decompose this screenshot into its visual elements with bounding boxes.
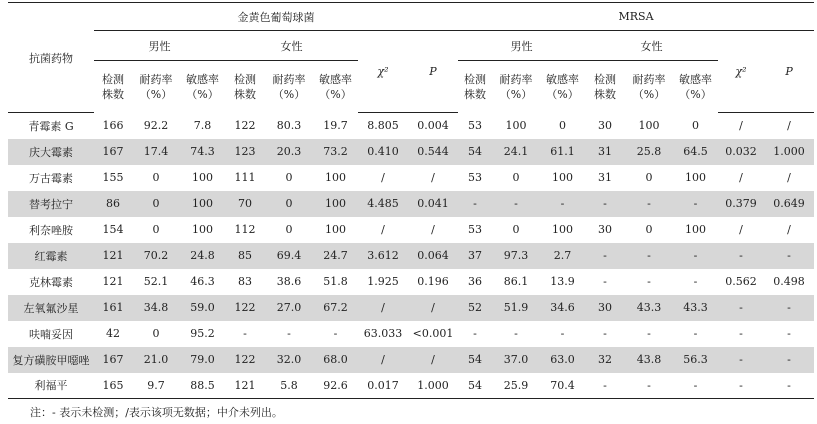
value-cell-mr-m-n: -: [473, 327, 477, 340]
value-cell-sa-m-n: 154: [102, 223, 124, 236]
value-cell-sa-m-r: 17.4: [132, 139, 180, 165]
value-cell-mr-f-r: -: [625, 191, 673, 217]
value-cell-mr-chi: 0.032: [718, 139, 764, 165]
value-cell-mr-p: -: [764, 243, 814, 269]
value-cell-mr-m-s: 63.0: [540, 347, 585, 373]
value-cell-mr-f-r: -: [647, 378, 651, 392]
subheader-line1: 检测: [102, 72, 124, 86]
header-drug: 抗菌药物: [8, 3, 94, 113]
table-row: [8, 269, 814, 295]
subheader-mrsa-female-sens: [673, 61, 718, 113]
value-cell-sa-p: 0.004: [417, 119, 449, 133]
header-group-mrsa: MRSA: [618, 10, 654, 23]
table-row: [8, 321, 814, 347]
value-cell-sa-chi: /: [358, 295, 408, 321]
value-cell-sa-p: 0.196: [417, 275, 449, 288]
value-cell-mr-f-r: -: [647, 275, 651, 288]
value-cell-mr-p: -: [787, 378, 791, 392]
header-sa-male: 男性: [94, 31, 225, 61]
subheader-line1: 耐药率: [139, 72, 173, 86]
value-cell-mr-chi: /: [739, 223, 743, 236]
value-cell-sa-m-n: 121: [102, 275, 124, 288]
value-cell-mr-f-n: 30: [585, 295, 625, 321]
subheader-line2: （%）: [679, 87, 712, 101]
value-cell-mr-f-s: 64.5: [673, 139, 718, 165]
table-row: [8, 373, 814, 399]
value-cell-sa-f-r: 32.0: [265, 347, 313, 373]
value-cell-sa-m-n: 86: [94, 191, 132, 217]
value-cell-mr-m-r: 37.0: [492, 347, 540, 373]
value-cell-mr-f-n: 31: [598, 171, 612, 184]
value-cell-mr-m-n: 54: [468, 378, 482, 392]
value-cell-mr-f-s: -: [673, 191, 718, 217]
value-cell-mr-f-r: 25.8: [625, 139, 673, 165]
value-cell-sa-f-r: 5.8: [280, 378, 298, 392]
table-row: [8, 191, 814, 217]
value-cell-mr-m-r: 100: [505, 119, 527, 132]
table-row: [8, 243, 814, 269]
value-cell-mr-f-n: -: [585, 191, 625, 217]
value-cell-sa-f-r: 38.6: [276, 275, 302, 288]
value-cell-sa-f-r: 0: [285, 171, 293, 184]
drug-name-cell: 万古霉素: [29, 171, 73, 185]
value-cell-mr-f-n: 30: [598, 119, 612, 132]
value-cell-sa-f-n: 70: [225, 191, 265, 217]
value-cell-mr-chi: -: [718, 347, 764, 373]
value-cell-mr-m-r: 97.3: [492, 243, 540, 269]
value-cell-sa-chi: 63.033: [363, 327, 403, 340]
value-cell-sa-m-s: 7.8: [193, 119, 212, 132]
value-cell-sa-f-s: 100: [325, 223, 346, 236]
value-cell-mr-f-s: -: [693, 378, 698, 392]
value-cell-mr-f-s: -: [693, 327, 698, 340]
value-cell-sa-f-n: 111: [234, 171, 256, 184]
value-cell-sa-chi: 4.485: [358, 191, 408, 217]
value-cell-sa-m-r: 92.2: [143, 119, 169, 132]
table-row: [8, 139, 814, 165]
value-cell-sa-chi: /: [381, 171, 385, 184]
subheader-mrsa-female-count: [585, 61, 625, 113]
value-cell-mr-m-r: 0: [512, 171, 520, 184]
value-cell-mr-chi: /: [739, 171, 743, 184]
value-cell-mr-m-r: 86.1: [503, 275, 529, 288]
value-cell-mr-chi: -: [718, 243, 764, 269]
subheader-mrsa-male-count: [458, 61, 492, 113]
value-cell-mr-f-n: -: [603, 378, 607, 392]
value-cell-mr-f-s: -: [673, 243, 718, 269]
value-cell-mr-f-s: 0: [692, 119, 699, 132]
value-cell-mr-f-r: 0: [645, 223, 653, 236]
subheader-line1: 检测: [594, 72, 616, 86]
drug-name-cell: 红霉素: [8, 243, 94, 269]
drug-name-cell: 利奈唑胺: [29, 223, 73, 237]
value-cell-mr-m-r: 24.1: [492, 139, 540, 165]
value-cell-sa-f-s: 73.2: [313, 139, 358, 165]
table-body: [8, 113, 814, 399]
value-cell-mr-m-r: 0: [512, 223, 520, 236]
value-cell-sa-f-s: 92.6: [323, 378, 348, 392]
subheader-mrsa-female-resist: [625, 61, 673, 113]
value-cell-mr-f-r: -: [625, 243, 673, 269]
value-cell-sa-chi: 1.925: [367, 275, 399, 288]
value-cell-mr-m-n: 54: [458, 347, 492, 373]
drug-name-cell: 复方磺胺甲噁唑: [8, 347, 94, 373]
value-cell-mr-chi: 0.379: [718, 191, 764, 217]
value-cell-mr-f-n: 31: [585, 139, 625, 165]
value-cell-sa-m-r: 0: [152, 327, 160, 340]
value-cell-sa-p: 0.041: [408, 191, 458, 217]
value-cell-mr-chi: -: [739, 378, 743, 392]
value-cell-sa-f-n: -: [243, 327, 247, 340]
value-cell-mr-f-n: 32: [585, 347, 625, 373]
value-cell-mr-p: /: [787, 223, 791, 236]
value-cell-sa-f-n: 122: [225, 347, 265, 373]
value-cell-mr-f-r: 43.8: [625, 347, 673, 373]
header-mrsa-female: 女性: [585, 31, 718, 61]
value-cell-sa-m-r: 0: [152, 171, 160, 184]
value-cell-mr-m-n: 53: [468, 223, 482, 236]
value-cell-mr-m-r: -: [514, 327, 518, 340]
subheader-line1: 耐药率: [499, 72, 533, 86]
value-cell-mr-chi: /: [739, 119, 743, 133]
value-cell-mr-m-n: 53: [468, 171, 482, 184]
header-sa-p: P: [408, 31, 458, 113]
value-cell-mr-m-r: 25.9: [503, 378, 529, 392]
value-cell-mr-f-s: 100: [685, 171, 706, 184]
subheader-line1: 耐药率: [632, 72, 666, 86]
value-cell-sa-f-s: 100: [325, 171, 346, 184]
value-cell-sa-m-s: 100: [192, 223, 213, 236]
value-cell-mr-m-n: 36: [468, 275, 482, 288]
value-cell-sa-m-n: 165: [102, 378, 124, 392]
value-cell-sa-f-r: 20.3: [265, 139, 313, 165]
value-cell-mr-m-n: -: [458, 191, 492, 217]
value-cell-sa-chi: 3.612: [358, 243, 408, 269]
value-cell-mr-p: -: [764, 295, 814, 321]
value-cell-mr-f-r: 43.3: [625, 295, 673, 321]
value-cell-sa-m-n: 155: [102, 171, 124, 184]
subheader-line2: 株数: [464, 87, 486, 101]
value-cell-mr-p: 0.498: [773, 275, 805, 288]
subheader-line2: （%）: [499, 87, 533, 101]
value-cell-sa-m-r: 0: [132, 191, 180, 217]
value-cell-mr-f-n: -: [603, 275, 607, 288]
value-cell-mr-m-s: 100: [552, 171, 573, 184]
value-cell-mr-m-s: 34.6: [540, 295, 585, 321]
drug-name-cell: 克林霉素: [29, 275, 73, 289]
value-cell-mr-p: -: [764, 347, 814, 373]
subheader-line2: 株数: [234, 87, 256, 101]
value-cell-mr-chi: -: [739, 327, 743, 340]
value-cell-sa-m-n: 161: [94, 295, 132, 321]
value-cell-sa-f-n: 122: [225, 295, 265, 321]
table-header: [8, 3, 814, 113]
subheader-line2: 株数: [102, 87, 124, 101]
value-cell-sa-m-r: 70.2: [132, 243, 180, 269]
value-cell-mr-m-n: 53: [468, 119, 482, 132]
value-cell-mr-p: -: [787, 327, 791, 340]
value-cell-sa-p: 0.544: [408, 139, 458, 165]
value-cell-sa-f-n: 85: [225, 243, 265, 269]
value-cell-sa-m-s: 74.3: [180, 139, 225, 165]
value-cell-sa-p: <0.001: [412, 327, 454, 340]
value-cell-sa-f-s: -: [333, 327, 338, 340]
value-cell-mr-m-s: 61.1: [540, 139, 585, 165]
value-cell-sa-m-r: 9.7: [147, 378, 165, 392]
subheader-line1: 检测: [234, 72, 256, 86]
header-group-sa: 金黄色葡萄球菌: [237, 10, 315, 24]
header-sa-chi: χ²: [358, 31, 408, 113]
value-cell-sa-m-n: 167: [94, 139, 132, 165]
value-cell-sa-f-r: 80.3: [276, 119, 302, 132]
value-cell-sa-p: /: [408, 347, 458, 373]
value-cell-mr-f-r: 100: [638, 119, 660, 132]
value-cell-mr-p: 0.649: [764, 191, 814, 217]
value-cell-mr-f-n: 30: [598, 223, 612, 236]
header-sa-female: 女性: [225, 31, 358, 61]
value-cell-sa-p: /: [431, 171, 435, 184]
value-cell-mr-chi: -: [718, 295, 764, 321]
subheader-sa-male-sens: [180, 61, 225, 113]
value-cell-sa-f-n: 112: [234, 223, 256, 236]
subheader-mrsa-male-resist: [492, 61, 540, 113]
value-cell-sa-chi: 0.017: [367, 378, 399, 392]
table-row: [8, 113, 814, 139]
value-cell-sa-p: /: [431, 223, 435, 236]
value-cell-sa-f-r: 69.4: [265, 243, 313, 269]
table-row: [8, 347, 814, 373]
antibiotic-resistance-table: [8, 2, 814, 399]
value-cell-sa-m-r: 0: [152, 223, 160, 236]
value-cell-sa-chi: 0.410: [358, 139, 408, 165]
subheader-line2: （%）: [186, 87, 219, 101]
value-cell-sa-p: 0.064: [408, 243, 458, 269]
value-cell-sa-m-s: 88.5: [190, 378, 215, 392]
subheader-line1: 敏感率: [679, 72, 712, 86]
value-cell-sa-f-n: 122: [234, 119, 256, 132]
value-cell-mr-m-s: 2.7: [540, 243, 585, 269]
value-cell-sa-chi: /: [358, 347, 408, 373]
value-cell-sa-p: /: [408, 295, 458, 321]
value-cell-mr-p: /: [787, 171, 791, 184]
subheader-line1: 耐药率: [272, 72, 306, 86]
value-cell-sa-m-s: 100: [180, 191, 225, 217]
subheader-line2: （%）: [272, 87, 306, 101]
table-row: [8, 217, 814, 243]
subheader-sa-female-resist: [265, 61, 313, 113]
value-cell-mr-f-n: -: [585, 243, 625, 269]
value-cell-mr-f-r: -: [647, 327, 651, 340]
value-cell-sa-m-s: 79.0: [180, 347, 225, 373]
value-cell-sa-chi: 8.805: [367, 119, 399, 133]
value-cell-sa-f-r: 0: [285, 223, 293, 236]
value-cell-sa-p: 1.000: [417, 378, 449, 392]
value-cell-sa-m-n: 166: [102, 119, 124, 132]
table-footnote: 注：- 表示未检测；/表示该项无数据；中介未列出。: [30, 406, 283, 419]
value-cell-sa-m-r: 52.1: [143, 275, 169, 288]
value-cell-mr-f-s: 43.3: [673, 295, 718, 321]
value-cell-sa-f-n: 83: [238, 275, 252, 288]
value-cell-sa-m-s: 59.0: [180, 295, 225, 321]
value-cell-mr-m-s: -: [540, 191, 585, 217]
subheader-line2: （%）: [632, 87, 666, 101]
value-cell-sa-f-s: 68.0: [313, 347, 358, 373]
subheader-sa-male-resist: [132, 61, 180, 113]
subheader-line2: 株数: [594, 87, 616, 101]
value-cell-mr-m-n: 37: [458, 243, 492, 269]
value-cell-mr-f-n: -: [603, 327, 607, 340]
value-cell-mr-p: /: [787, 119, 791, 133]
value-cell-mr-m-s: 13.9: [550, 275, 575, 288]
subheader-sa-female-count: [225, 61, 265, 113]
value-cell-sa-m-s: 100: [192, 171, 213, 184]
subheader-sa-male-count: [94, 61, 132, 113]
value-cell-sa-f-s: 67.2: [313, 295, 358, 321]
drug-name-cell: 青霉素 G: [28, 119, 74, 133]
value-cell-mr-f-s: -: [693, 275, 698, 288]
value-cell-sa-chi: /: [381, 223, 385, 236]
value-cell-sa-f-s: 51.8: [323, 275, 348, 288]
value-cell-sa-m-s: 24.8: [180, 243, 225, 269]
value-cell-mr-m-s: 70.4: [550, 378, 575, 392]
subheader-line1: 检测: [464, 72, 486, 86]
value-cell-mr-m-r: 51.9: [492, 295, 540, 321]
subheader-mrsa-male-sens: [540, 61, 585, 113]
value-cell-mr-m-s: 0: [559, 119, 566, 132]
subheader-line2: （%）: [139, 87, 173, 101]
subheader-line2: （%）: [319, 87, 352, 101]
value-cell-sa-f-s: 100: [313, 191, 358, 217]
subheader-line1: 敏感率: [186, 72, 219, 86]
value-cell-sa-f-r: 0: [265, 191, 313, 217]
header-mrsa-chi: χ²: [718, 31, 764, 113]
value-cell-mr-m-r: -: [492, 191, 540, 217]
drug-name-cell: 左氧氟沙星: [8, 295, 94, 321]
value-cell-sa-f-s: 24.7: [313, 243, 358, 269]
value-cell-sa-m-n: 167: [94, 347, 132, 373]
value-cell-mr-m-n: 52: [458, 295, 492, 321]
value-cell-sa-f-n: 123: [225, 139, 265, 165]
value-cell-sa-m-n: 42: [106, 327, 120, 340]
value-cell-mr-f-s: 56.3: [673, 347, 718, 373]
value-cell-sa-f-s: 19.7: [323, 119, 348, 132]
subheader-line1: 敏感率: [319, 72, 352, 86]
drug-name-cell: 庆大霉素: [8, 139, 94, 165]
subheader-sa-female-sens: [313, 61, 358, 113]
value-cell-sa-f-n: 121: [234, 378, 256, 392]
header-mrsa-male: 男性: [458, 31, 585, 61]
value-cell-sa-m-r: 21.0: [132, 347, 180, 373]
table-row: [8, 165, 814, 191]
value-cell-sa-m-s: 95.2: [190, 327, 215, 340]
value-cell-sa-m-r: 34.8: [132, 295, 180, 321]
value-cell-mr-m-s: -: [560, 327, 565, 340]
value-cell-mr-p: 1.000: [764, 139, 814, 165]
subheader-line2: （%）: [546, 87, 579, 101]
value-cell-mr-m-n: 54: [458, 139, 492, 165]
value-cell-sa-m-n: 121: [94, 243, 132, 269]
drug-name-cell: 替考拉宁: [8, 191, 94, 217]
value-cell-sa-f-r: -: [287, 327, 291, 340]
drug-name-cell: 呋喃妥因: [29, 327, 73, 341]
table-row: [8, 295, 814, 321]
header-mrsa-p: P: [764, 31, 814, 113]
value-cell-mr-m-s: 100: [552, 223, 573, 236]
drug-name-cell: 利福平: [34, 379, 68, 393]
value-cell-mr-f-s: 100: [685, 223, 706, 236]
value-cell-sa-m-s: 46.3: [190, 275, 215, 288]
value-cell-mr-f-r: 0: [645, 171, 653, 184]
value-cell-mr-chi: 0.562: [725, 275, 757, 288]
subheader-line1: 敏感率: [546, 72, 579, 86]
value-cell-sa-f-r: 27.0: [265, 295, 313, 321]
